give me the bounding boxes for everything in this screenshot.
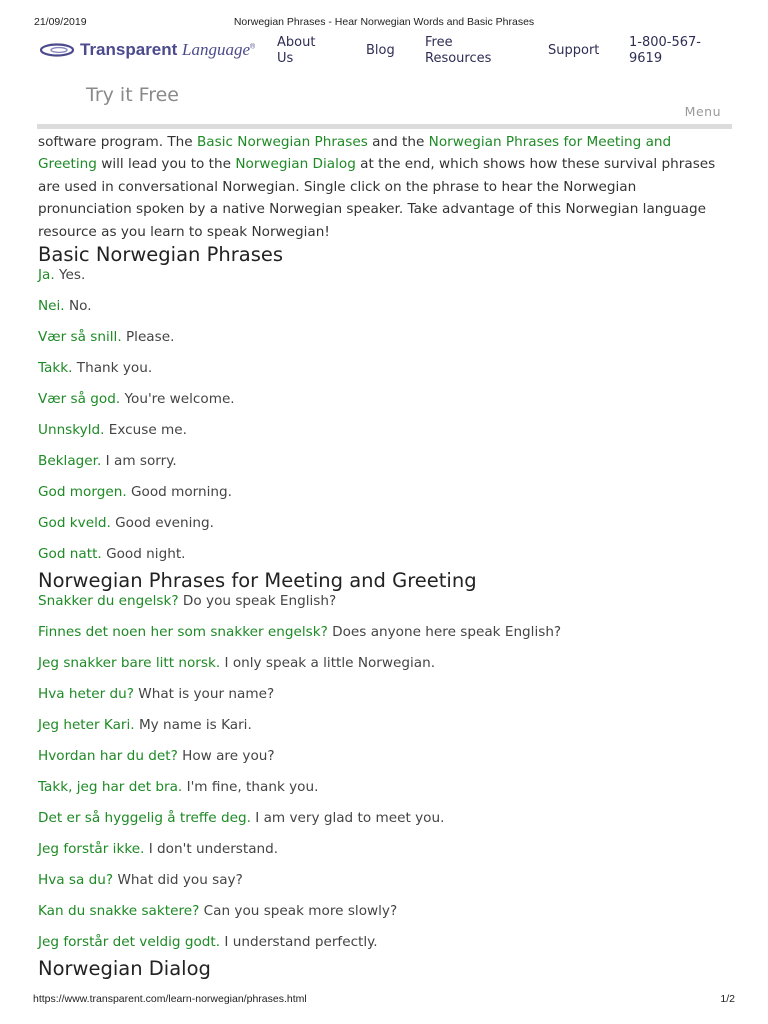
phrase-translation: Yes. — [59, 267, 86, 284]
try-it-free-button[interactable]: Try it Free — [86, 84, 179, 106]
link-meeting-greeting[interactable]: Norwegian Phrases for Meeting and Greeting — [38, 134, 672, 173]
phrase-row — [38, 391, 732, 408]
phrase-audio-link[interactable]: Jeg heter Kari. — [38, 717, 135, 734]
phrase-row — [38, 298, 732, 315]
section-heading-dialog: Norwegian Dialog — [38, 957, 211, 981]
nav-phone[interactable]: 1-800-567- 9619 — [629, 35, 701, 66]
phrase-translation: What did you say? — [117, 872, 243, 889]
phrase-audio-link[interactable]: Vær så god. — [38, 391, 121, 408]
phrase-audio-link[interactable]: Finnes det noen her som snakker engelsk? — [38, 624, 328, 641]
phrase-translation: I don't understand. — [148, 841, 279, 858]
phrase-audio-link[interactable]: Takk, jeg har det bra. — [38, 779, 183, 796]
phrase-translation: I understand perfectly. — [224, 934, 378, 951]
intro-paragraph: software program. The Basic Norwegian Phrases and the Norwegian Phrases for Meeting and Greeting will lead you to the Norwegian Dialog at the end, which shows how these survival phrases are used in conversational Norwegian. Single click on the phrase to hear the Norwegian pronunciation spoken by a native Norwegian speaker. Take advantage of this Norwegian language resource as you learn to speak Norwegian! — [38, 134, 716, 240]
phrase-row — [38, 810, 732, 827]
phrase-audio-link[interactable]: Beklager. — [38, 453, 102, 470]
print-page-number: 1/2 — [720, 993, 735, 1005]
phrase-translation: You're welcome. — [124, 391, 235, 408]
nav-blog[interactable]: Blog — [366, 43, 395, 58]
phrase-translation: Can you speak more slowly? — [203, 903, 398, 920]
phrase-row — [38, 686, 732, 703]
phrase-audio-link[interactable]: Unnskyld. — [38, 422, 105, 439]
phrase-audio-link[interactable]: Takk. — [38, 360, 73, 377]
section-heading-meeting: Norwegian Phrases for Meeting and Greeting — [38, 569, 477, 593]
phrase-audio-link[interactable]: Hva heter du? — [38, 686, 134, 703]
phrase-row — [38, 515, 732, 532]
phrase-translation: No. — [68, 298, 92, 315]
phrase-row — [38, 593, 732, 610]
main-content — [38, 131, 732, 981]
phrase-translation: Good evening. — [115, 515, 214, 532]
menu-button[interactable]: Menu — [684, 104, 721, 119]
phrase-row — [38, 779, 732, 796]
link-basic-phrases[interactable]: Basic Norwegian Phrases — [196, 134, 368, 150]
phrase-row — [38, 484, 732, 501]
phrase-audio-link[interactable]: Hva sa du? — [38, 872, 114, 889]
phrase-list-meeting — [38, 593, 732, 951]
phrase-audio-link[interactable]: Snakker du engelsk? — [38, 593, 179, 610]
link-norwegian-dialog[interactable]: Norwegian Dialog — [235, 156, 356, 173]
phrase-translation: I only speak a little Norwegian. — [224, 655, 436, 672]
phrase-audio-link[interactable]: Ja. — [38, 267, 55, 284]
phrase-audio-link[interactable]: Vær så snill. — [38, 329, 122, 346]
phrase-translation: Excuse me. — [108, 422, 187, 439]
phrase-audio-link[interactable]: God morgen. — [38, 484, 127, 501]
nav-about-us[interactable]: About Us — [277, 35, 316, 66]
nav-free-resources[interactable]: Free Resources — [425, 35, 492, 66]
phrase-translation: Does anyone here speak English? — [332, 624, 562, 641]
phrase-translation: Good morning. — [130, 484, 232, 501]
phrase-list-basic — [38, 267, 732, 563]
logo-swoosh-icon — [38, 42, 76, 58]
phrase-audio-link[interactable]: God natt. — [38, 546, 102, 563]
print-title: Norwegian Phrases - Hear Norwegian Words and Basic Phrases — [233, 16, 535, 28]
phrase-row — [38, 717, 732, 734]
phrase-row — [38, 267, 732, 284]
phrase-audio-link[interactable]: Jeg forstår det veldig godt. — [38, 934, 221, 951]
phrase-row — [38, 872, 732, 889]
phrase-row — [38, 934, 732, 951]
section-heading-basic: Basic Norwegian Phrases — [38, 243, 284, 267]
phrase-row — [38, 360, 732, 377]
header-divider — [37, 124, 732, 129]
phrase-translation: I am very glad to meet you. — [255, 810, 445, 827]
phrase-row — [38, 903, 732, 920]
phrase-row — [38, 329, 732, 346]
print-url: https://www.transparent.com/learn-norwegian/phrases.html — [33, 993, 307, 1005]
phrase-audio-link[interactable]: God kveld. — [38, 515, 111, 532]
phrase-row — [38, 655, 732, 672]
phrase-audio-link[interactable]: Kan du snakke saktere? — [38, 903, 200, 920]
phrase-translation: What is your name? — [138, 686, 275, 703]
phrase-row — [38, 624, 732, 641]
phrase-row — [38, 422, 732, 439]
phrase-translation: Please. — [125, 329, 175, 346]
phrase-translation: I'm fine, thank you. — [186, 779, 319, 796]
phrase-row — [38, 546, 732, 563]
phrase-row — [38, 453, 732, 470]
phrase-translation: My name is Kari. — [138, 717, 252, 734]
phrase-audio-link[interactable]: Nei. — [38, 298, 65, 315]
logo-wordmark: Transparent Language® — [80, 40, 256, 59]
phrase-audio-link[interactable]: Jeg snakker bare litt norsk. — [38, 655, 221, 672]
phrase-audio-link[interactable]: Det er så hyggelig å treffe deg. — [38, 810, 251, 827]
phrase-row — [38, 841, 732, 858]
phrase-audio-link[interactable]: Hvordan har du det? — [38, 748, 178, 765]
phrase-audio-link[interactable]: Jeg forstår ikke. — [38, 841, 145, 858]
phrase-translation: How are you? — [182, 748, 275, 765]
print-date: 21/09/2019 — [34, 16, 87, 28]
site-nav — [38, 34, 732, 74]
nav-support[interactable]: Support — [548, 43, 600, 58]
phrase-translation: Do you speak English? — [182, 593, 337, 610]
phrase-translation: I am sorry. — [105, 453, 177, 470]
phrase-translation: Thank you. — [76, 360, 153, 377]
site-logo[interactable] — [38, 40, 255, 60]
phrase-row — [38, 748, 732, 765]
phrase-translation: Good night. — [106, 546, 186, 563]
